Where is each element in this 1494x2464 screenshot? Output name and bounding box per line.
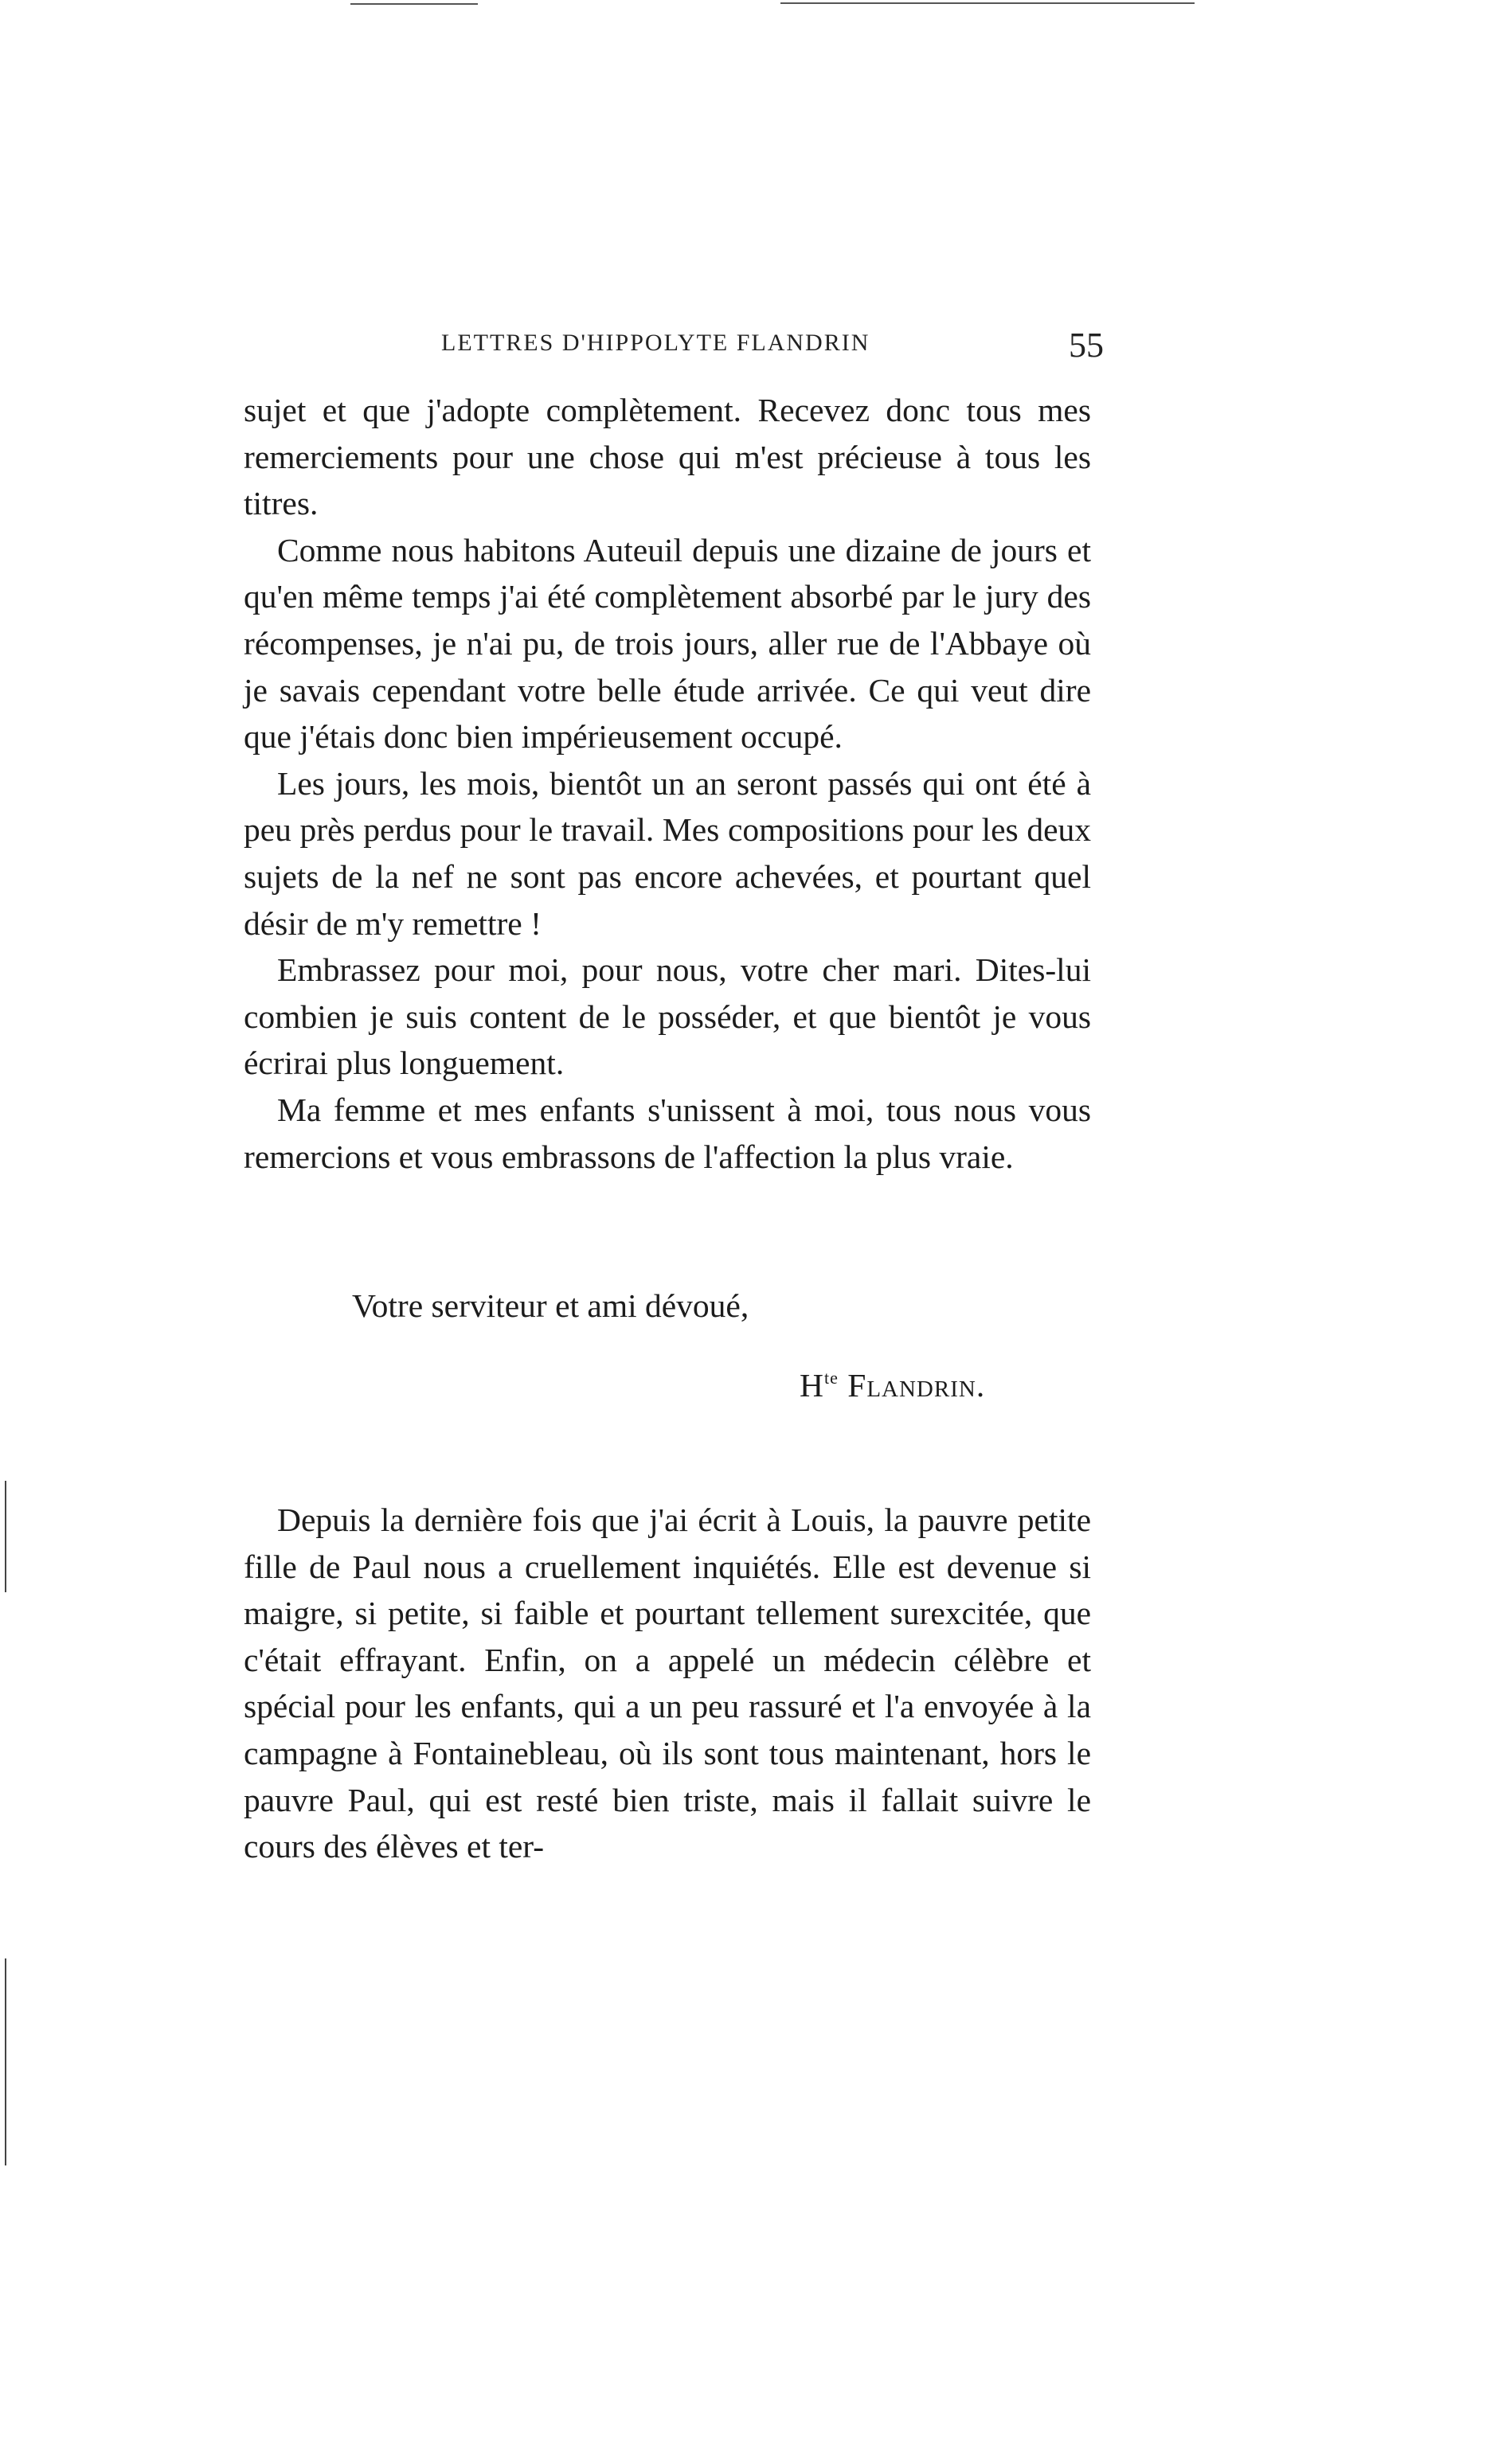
letter-paragraph: Les jours, les mois, bientôt un an seront passés qui ont été à peu près perdus pour le travail. Mes compositions pour les deux sujets de la nef ne sont pas encore achevées, et pourtant quel désir de m'y remettre ! <box>244 764 1091 942</box>
page-header <box>244 325 1104 373</box>
narrative-paragraph: Depuis la dernière fois que j'ai écrit à Louis, la pauvre petite fille de Paul nous a cruellement inquiétés. Elle est devenue si maigre, si petite, si faible et pourtant tellement surexcitée, que c'était effrayant. Enfin, on a appelé un médecin célèbre et spécial pour les enfants, qui a un peu rassuré et l'a envoyée à la campagne à Fontainebleau, où ils sont tous maintenant, hors le pauvre Paul, qui est resté bien triste, mais il fallait suivre le cours des élèves et ter- <box>244 1501 1091 1865</box>
signature-name: Flandrin. <box>847 1367 986 1404</box>
letter-closing: Votre serviteur et ami dévoué, <box>352 1287 749 1324</box>
letter-paragraph: sujet et que j'adopte complètement. Recevez donc tous mes remerciements pour une chose qui m'est précieuse à tous les titres. <box>244 392 1091 522</box>
scan-top-rule <box>350 3 478 5</box>
letter-paragraph: Ma femme et mes enfants s'unissent à moi, tous nous vous remercions et vous embrassons de l'affection la plus vraie. <box>244 1091 1091 1175</box>
letter-paragraph: Embrassez pour moi, pour nous, votre cher mari. Dites-lui combien je suis content de le posséder, et que bientôt je vous écrirai plus longuement. <box>244 951 1091 1082</box>
signature-prefix: H <box>800 1367 824 1404</box>
page-number: 55 <box>1069 326 1104 365</box>
scan-edge-line <box>5 1958 6 2165</box>
letter-paragraph: Comme nous habitons Auteuil depuis une dizaine de jours et qu'en même temps j'ai été complètement absorbé par le jury des récompenses, je n'ai pu, de trois jours, aller rue de l'Abbaye où je savais cependant votre belle étude arrivée. Ce qui veut dire que j'étais donc bien impérieusement occupé. <box>244 531 1091 756</box>
narrative-body <box>244 1497 1091 1870</box>
letter-signature <box>800 1366 985 1404</box>
letter-body <box>244 387 1091 1180</box>
scan-edge-line <box>5 1481 6 1592</box>
signature-superscript: te <box>823 1368 839 1388</box>
scan-top-rule <box>780 2 1195 4</box>
running-title: LETTRES D'HIPPOLYTE FLANDRIN <box>441 330 870 356</box>
